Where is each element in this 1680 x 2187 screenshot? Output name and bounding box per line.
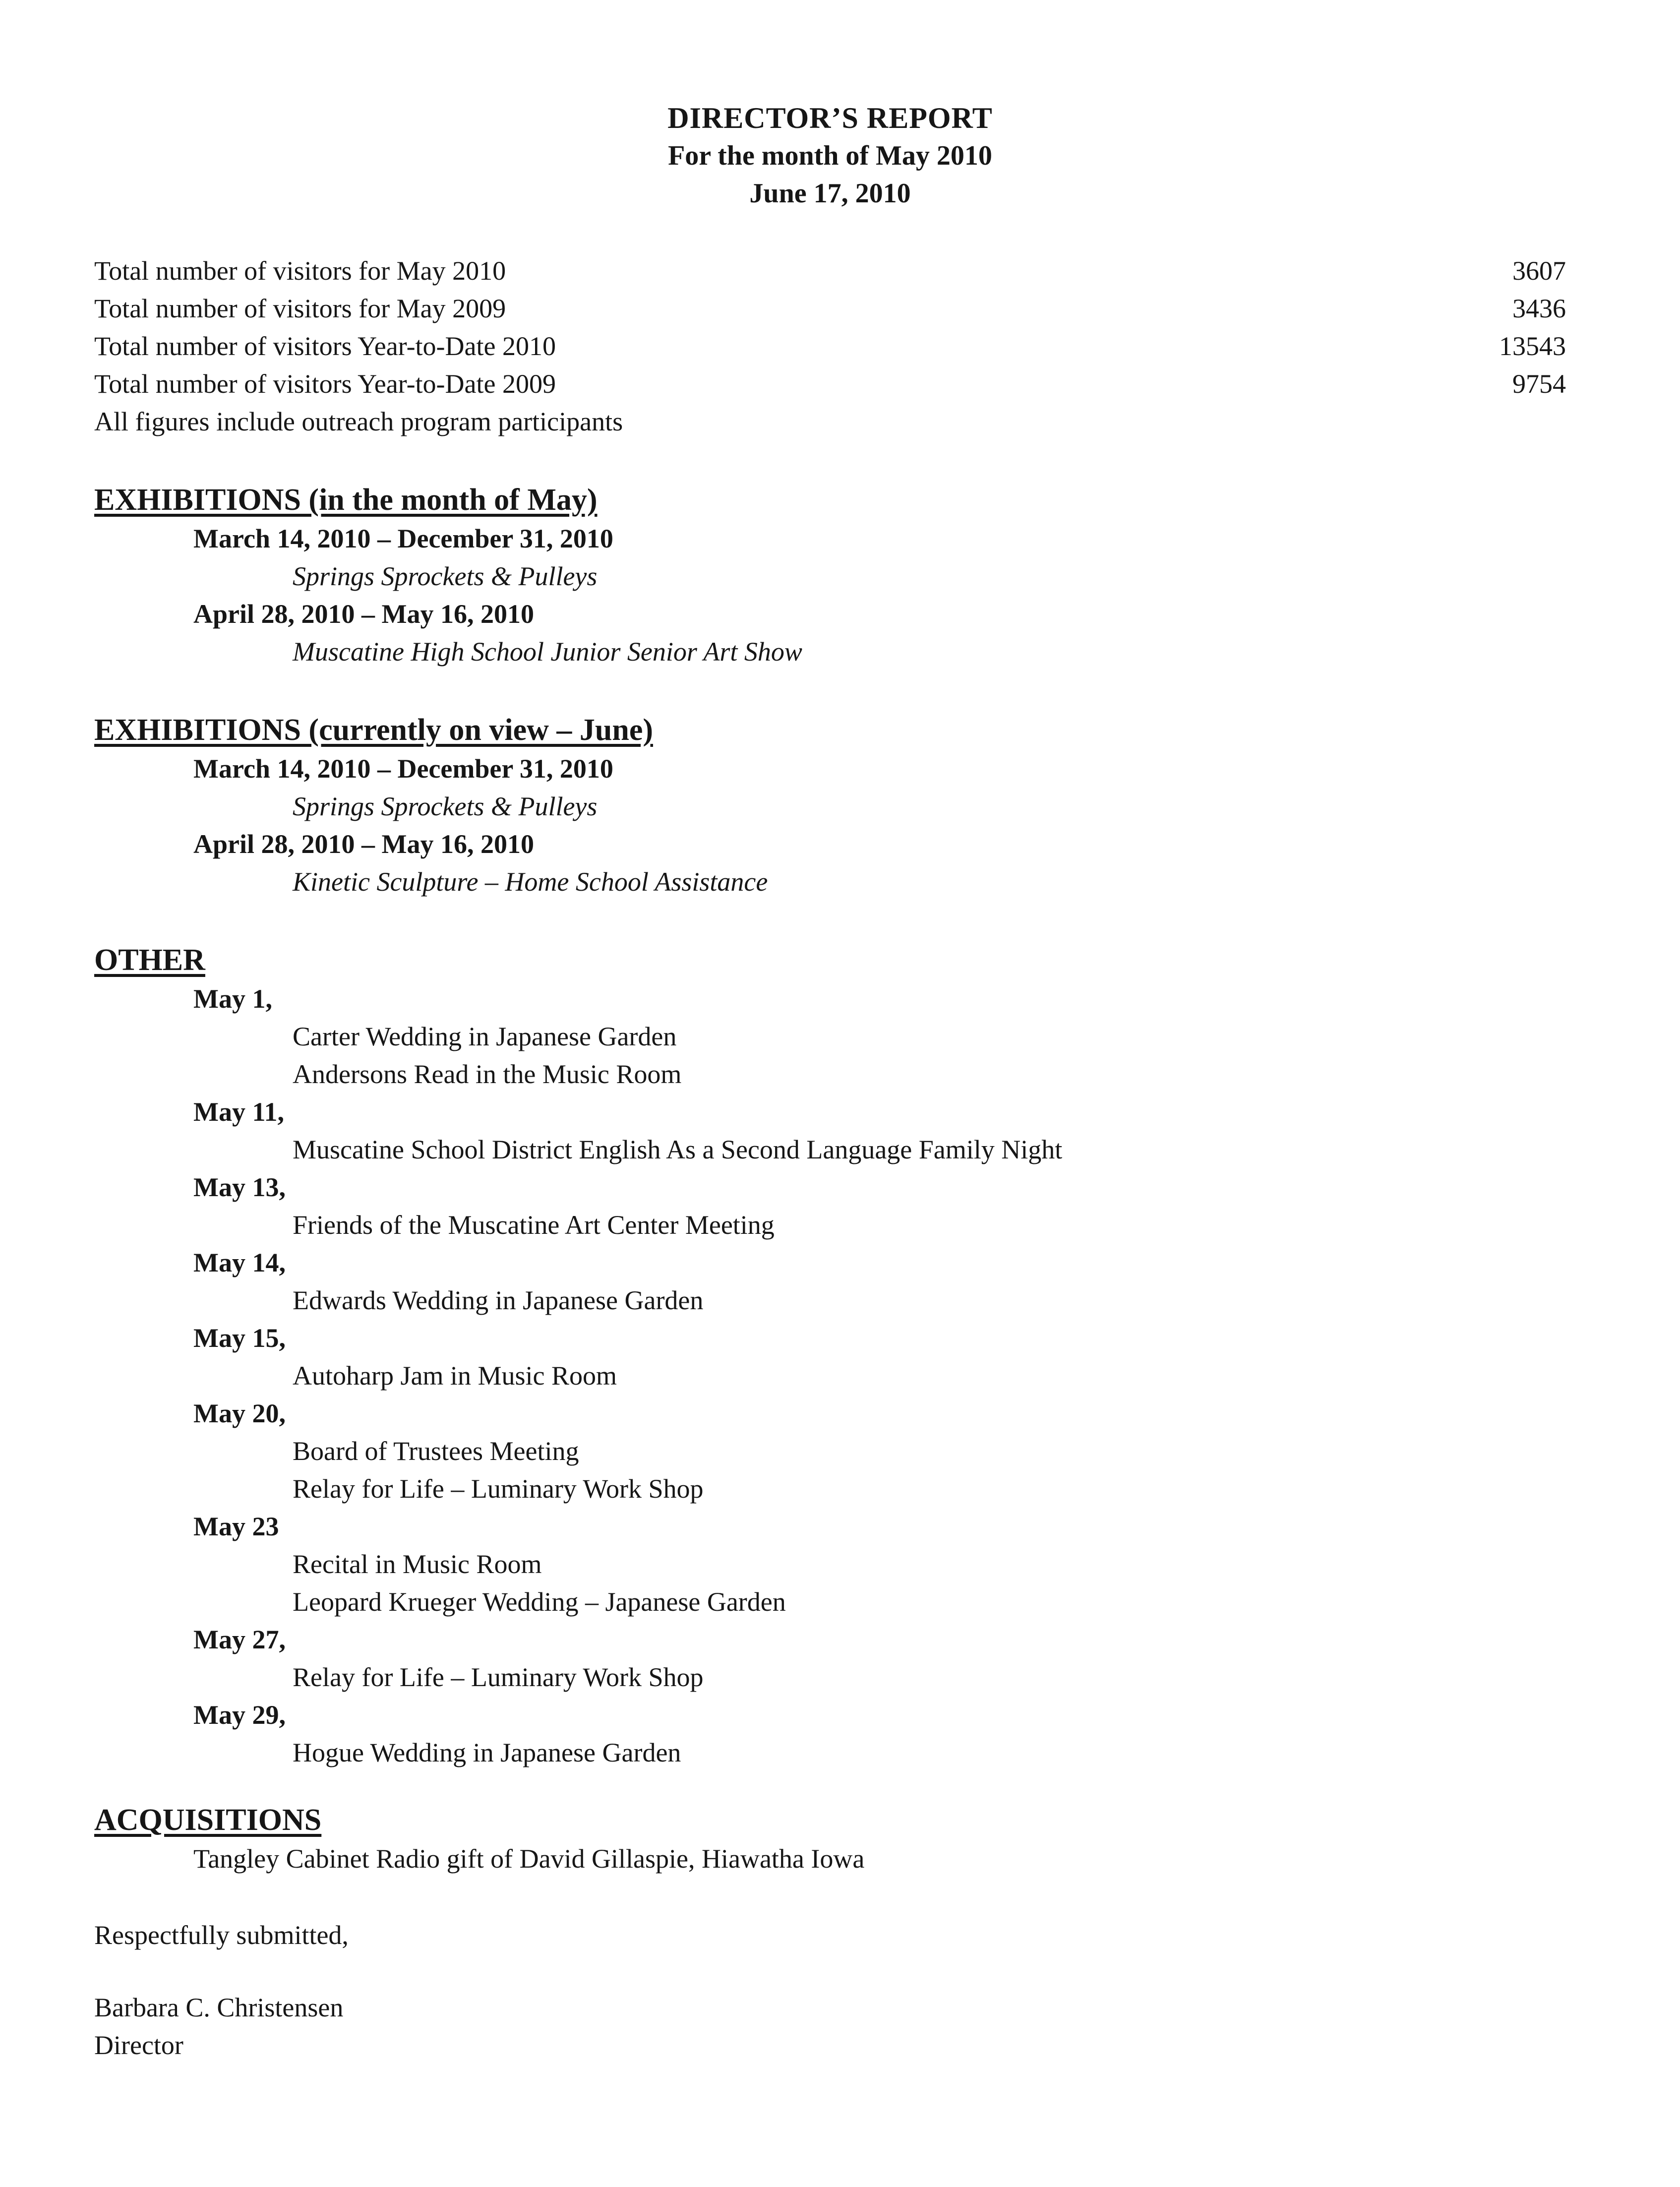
other-event: Board of Trustees Meeting	[293, 1436, 579, 1466]
report-subtitle: For the month of May 2010	[668, 140, 992, 171]
other-event: Recital in Music Room	[293, 1549, 542, 1579]
other-event: Autoharp Jam in Music Room	[293, 1361, 617, 1391]
section-heading-other: OTHER	[94, 943, 205, 977]
signature-name: Barbara C. Christensen	[94, 1993, 344, 2022]
other-event: Leopard Krueger Wedding – Japanese Garden	[293, 1587, 786, 1617]
other-event: Relay for Life – Luminary Work Shop	[293, 1474, 704, 1504]
other-event: Relay for Life – Luminary Work Shop	[293, 1662, 704, 1692]
section-acquisitions	[94, 1800, 1566, 1878]
visitor-value: 9754	[1512, 369, 1566, 399]
signature-block	[94, 1989, 1566, 2064]
visitor-row	[94, 365, 1566, 403]
section-heading-exhibitions-may: EXHIBITIONS (in the month of May)	[94, 483, 598, 517]
other-event: Friends of the Muscatine Art Center Meeting	[293, 1210, 775, 1240]
visitor-row	[94, 252, 1566, 290]
section-exhibitions-may	[94, 480, 1566, 670]
other-event: Edwards Wedding in Japanese Garden	[293, 1285, 704, 1315]
visitor-label: Total number of visitors for May 2010	[94, 256, 506, 286]
report-title: DIRECTOR’S REPORT	[667, 102, 993, 134]
visitor-value: 3436	[1512, 294, 1566, 323]
section-exhibitions-june	[94, 710, 1566, 901]
visitors-note: All figures include outreach program participants	[94, 407, 623, 436]
visitor-label: Total number of visitors Year-to-Date 2010	[94, 331, 556, 361]
exhibition-title: Springs Sprockets & Pulleys	[293, 791, 598, 821]
other-date: May 23	[193, 1512, 279, 1541]
section-heading-acquisitions: ACQUISITIONS	[94, 1803, 322, 1837]
visitor-value: 3607	[1512, 256, 1566, 286]
section-other	[94, 940, 1566, 1771]
report-page	[94, 99, 1566, 2064]
acquisition-item: Tangley Cabinet Radio gift of David Gillaspie, Hiawatha Iowa	[193, 1844, 865, 1874]
report-date: June 17, 2010	[749, 178, 911, 209]
section-heading-exhibitions-june: EXHIBITIONS (currently on view – June)	[94, 713, 653, 747]
other-date: May 1,	[193, 984, 272, 1014]
exhibition-title: Kinetic Sculpture – Home School Assistance	[293, 867, 768, 897]
other-event: Hogue Wedding in Japanese Garden	[293, 1738, 681, 1767]
exhibition-date-range: April 28, 2010 – May 16, 2010	[193, 599, 534, 629]
other-event: Carter Wedding in Japanese Garden	[293, 1022, 677, 1051]
exhibition-date-range: March 14, 2010 – December 31, 2010	[193, 524, 613, 553]
other-date: May 20,	[193, 1398, 286, 1428]
other-date: May 27,	[193, 1625, 286, 1654]
other-date: May 15,	[193, 1323, 286, 1353]
visitor-label: Total number of visitors for May 2009	[94, 294, 506, 323]
exhibition-date-range: April 28, 2010 – May 16, 2010	[193, 829, 534, 859]
other-event: Andersons Read in the Music Room	[293, 1059, 682, 1089]
visitor-label: Total number of visitors Year-to-Date 2009	[94, 369, 556, 399]
other-date: May 29,	[193, 1700, 286, 1730]
exhibition-date-range: March 14, 2010 – December 31, 2010	[193, 754, 613, 784]
exhibition-title: Springs Sprockets & Pulleys	[293, 561, 598, 591]
report-header	[94, 99, 1566, 212]
visitor-value: 13543	[1499, 331, 1566, 361]
exhibition-title: Muscatine High School Junior Senior Art Show	[293, 637, 802, 667]
other-date: May 13,	[193, 1172, 286, 1202]
visitor-row	[94, 290, 1566, 327]
closing-salutation: Respectfully submitted,	[94, 1920, 349, 1950]
visitor-statistics	[94, 252, 1566, 440]
signature-title: Director	[94, 2030, 183, 2060]
other-event: Muscatine School District English As a Second Language Family Night	[293, 1135, 1063, 1164]
visitor-row	[94, 327, 1566, 365]
other-date: May 14,	[193, 1248, 286, 1277]
other-date: May 11,	[193, 1097, 284, 1127]
